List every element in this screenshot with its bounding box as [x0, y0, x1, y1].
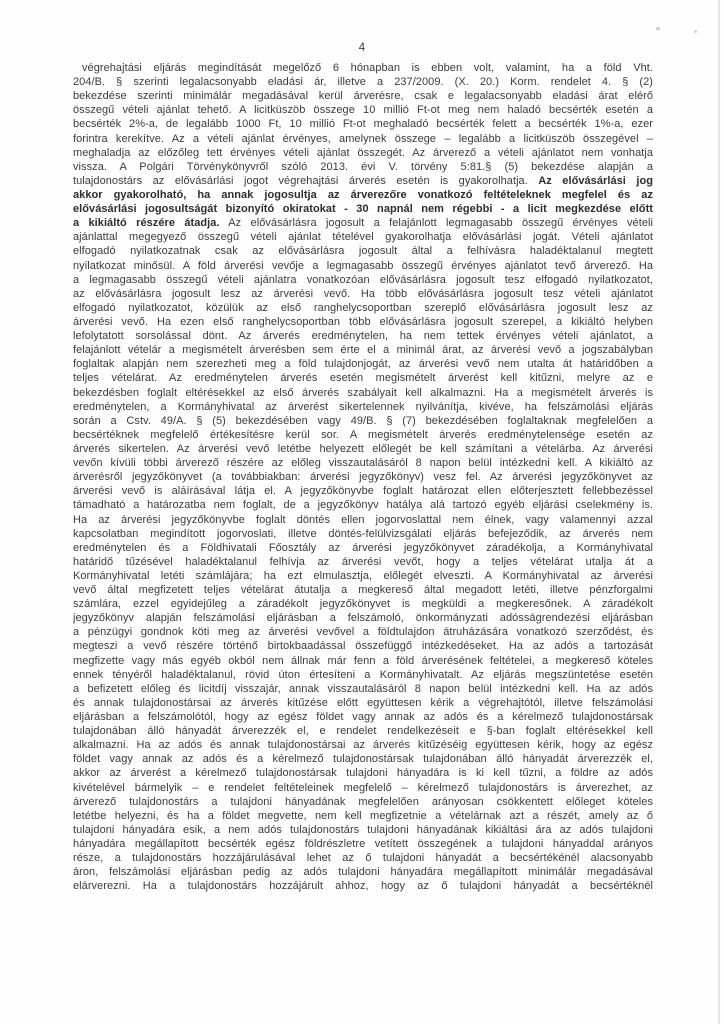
text-line: Kormányhivatal letéti számlájára; ha ezt elmulasztja, előlegét elveszti. A Kormányhivatal az árverési: [73, 569, 653, 582]
text-line: a pénzügyi gondnok köti meg az árverési vevővel a földtulajdon átruházására vonatkozó szerződést, és: [73, 626, 653, 639]
text-line: lefolytatott sorsolással dönt. Az árverés eredménytelen, ha nem tettek érvényes vételi ajánlatot, a: [73, 330, 653, 343]
text-line: a befizetett előleg és licitdíj visszajár, annak visszautalásáról 8 napon belül intézkedni kell. Ha az adós: [73, 682, 653, 695]
text-line: becsértéknek megfelelő értékesítésre kerül sor. A megismételt árverés eredménytelensége esetén az: [73, 428, 653, 441]
text-line: elfogadó nyilatkozatnak csak az elővásárlásra jogosult által a felhívásra haladéktalanul megtett: [73, 245, 653, 258]
text-line: teljes vételárat. Az eredménytelen árverés esetén megismételt árverést kell kitűzni, melyre az e: [73, 372, 653, 385]
text-line: árverési vevő is aláírásával látja el. A jegyzőkönyvbe foglalt határozat ellen előterjesztett fellebbezéssel: [73, 485, 653, 498]
text-line: vevő által megfizetett teljes vételárat átutalja a megkereső által megadott letéti, illetve pénzforgalmi: [73, 584, 653, 597]
text-line: határidő tűzésével haladéktalanul felhívja az árverési vevőt, hogy a teljes vételárat utalja át a: [73, 555, 653, 568]
text-line: árverező tulajdonostárs a tulajdoni hányadának megfelelően arányosan csökkentett előleget köteles: [73, 795, 653, 808]
text-line: eljárásban a felszámolótól, hogy az egész földet vagy annak az adós és a kérelmező tulajdonostársak: [73, 711, 653, 724]
text-line: végrehajtási eljárás megindítását megelőző 6 hónapban is ebben volt, valamint, ha a föld Vht.: [82, 62, 653, 74]
text-line: letétbe helyezni, és ha a földet megvette, nem kell megfizetnie a vételárnak azt a részét, amely az ő: [73, 809, 653, 822]
text-line: akkor az árverést a kérelmező tulajdonostársak tulajdoni hányadára is ki kell tűzni, a földre az adós: [73, 767, 653, 780]
text-line: számlára, ezzel egyidejűleg a záradékolt jegyzőkönyvet is megküldi a megkeresőnek. A záradékolt: [73, 598, 653, 611]
text-line: elárverezni. Ha a tulajdonostárs hozzájárult ahhoz, hogy az ő tulajdoni hányadát a becsértéknél: [73, 880, 653, 893]
text-line: hányadára megállapított becsérték egész földrészletre vetített összegének a tulajdoni hányaddal arányos: [73, 838, 653, 851]
text-line: foglaltak alapján nem szerezheti meg a föld tulajdonjogát, az árverési vevő nem utalta át határidőben a: [73, 358, 653, 371]
text-line: megfizette vagy más egyéb okból nem állnak már fenn a föld árverésének feltételei, a megkereső köteles: [73, 654, 653, 667]
text-line: megteszi a vevő részére történő birtokbaadással összefüggő intézkedéseket. Ha az adós a tartozását: [73, 640, 653, 653]
text-line: tulajdonostárs az elővásárlási jogot végrehajtási árverés esetén is gyakorolhatja. Az elővásárlási jog: [73, 174, 653, 187]
scan-speck: [694, 30, 697, 33]
text-line: felajánlott vételár a megismételt árverésben sem érte el a minimál árat, az árverési vevő a jogszabályban: [73, 344, 653, 357]
text-line: 204/B. § szerinti legalacsonyabb eladási ár, illetve a 237/2009. (X. 20.) Korm. rendelet 4. § (2): [73, 76, 653, 89]
text-line: az elővásárlásra jogosult lesz az árverési vevő. Ha több elővásárlásra jogosult tesz vételi ajánlatot: [73, 287, 653, 300]
text-line: kapcsolatban megindított jogorvoslati, illetve döntés-felülvizsgálati eljárás befejeződik, az árverés nem: [73, 527, 653, 540]
text-line: nyilatkozat minősül. A föld árverési vevője a legmagasabb összegű érvényes ajánlatot tevő árverező. Ha: [73, 259, 653, 272]
text-line: árverésről jegyzőkönyvet (a továbbiakban: árverési jegyzőkönyv) vesz fel. Az árverési jegyzőkönyvet az: [73, 471, 653, 484]
text-line: során a Cstv. 49/A. § (5) bekezdésében vagy 49/B. § (7) bekezdésében foglaltaknak megfelelően a: [73, 414, 653, 427]
text-line: bekezdése szerinti minimálár megadásával kerül árverésre, csak e legalacsonyabb eladási árat elérő: [73, 90, 653, 103]
text-line: vevőn kívüli többi árverező részére az előleg visszautalásáról 8 napon belül intézkedni kell. A kikiáltó az: [73, 457, 653, 470]
text-line: ajánlattal megegyező összegű vételi ajánlat tételével gyakorolhatja elővásárlási jogát. Vételi ajánlatot: [73, 231, 653, 244]
text-line: Ha az árverési jegyzőkönyvbe foglalt döntés ellen jogorvoslattal nem élnek, vagy valamennyi azzal: [73, 513, 653, 526]
text-line: bekezdésben foglalt eltérésekkel az első árverés szabályait kell alkalmazni. Ha a megismételt árverés is: [73, 386, 653, 399]
text-line: összegű vételi ajánlat tehető. A licitküszöb összege 10 millió Ft-ot meg nem haladó becsérték esetén a: [73, 104, 653, 117]
text-line: eredménytelen, a Kormányhivatal az árverést sikertelennek nyilvánítja, kivéve, ha felszámolási eljárás: [73, 400, 653, 413]
text-line: elfogadó nyilatkozatot, közülük az első ranghelycsoportban szereplő elővásárlásra jogosult lesz az: [73, 301, 653, 314]
text-line: áron, felszámolási eljárásban pedig az adós tulajdoni hányadára megállapított minimálár megadásával: [73, 866, 653, 879]
text-line: vissza. A Polgári Törvénykönyvről szóló 2013. évi V. törvény 5:81.§ (5) bekezdése alapján a: [73, 160, 653, 173]
text-line: akkor gyakorolható, ha annak jogosultja az árverezőre vonatkozó feltételeknek megfelel és az: [73, 188, 653, 201]
text-line: jegyzőkönyv alapján felszámolási eljárásban a felszámoló, önkormányzati adósságrendezési eljárásban: [73, 612, 653, 625]
text-line: tulajdoni hányadára esik, a nem adós tulajdonostárs tulajdoni hányadának kikiáltási ára az adós tulajdoni: [73, 823, 653, 836]
text-line: része, a tulajdonostárs hozzájárulásával lehet az ő tulajdoni hányadát a becsértékénél alacsonyabb: [73, 852, 653, 865]
text-line: elővásárlási jogosultságát bizonyító okiratokat - 30 napnál nem régebbi - a licit megkezdése előtt: [73, 203, 653, 216]
text-line: és annak tulajdonostársai az árverés kitűzése előtt együttesen kérik a végrehajtótól, illetve felszámolási: [73, 696, 653, 709]
text-line: eredménytelen és a Földhivatali Főosztály az árverési jegyzőkönyvet záradékolja, a Kormányhivatal: [73, 541, 653, 554]
text-line: a kikiáltó részére átadja. Az elővásárlásra jogosult a felajánlott legmagasabb összegű érvényes vételi: [73, 217, 653, 230]
scan-edge-line: [718, 0, 720, 1024]
text-line: földet vagy annak az adós és a kérelmező tulajdonostársak tulajdonában álló hányadát árverezzék el,: [73, 753, 653, 766]
text-line: forintra kerekítve. Az a vételi ajánlat érvényes, amelynek összege – legalább a licitküszöb összegével –: [73, 132, 653, 145]
text-line: alkalmazni. Ha az adós és annak tulajdonostársai az árverés kitűzéséig együttesen kérik, hogy az egész: [73, 739, 653, 752]
body-text: [73, 61, 653, 893]
text-line: árverési vevő. Ha ezen első ranghelycsoportban több elővásárlásra jogosult szerepel, a kikiáltó helyben: [73, 315, 653, 328]
text-line: tulajdonában álló hányadát árverezzék el, e rendelet rendelkezéseit e §-ban foglalt eltérésekkel kell: [73, 725, 653, 738]
text-line: meghaladja az előzőleg tett érvényes vételi ajánlat összegét. Az árverező a vételi ajánlatot nem vonhatja: [73, 146, 653, 159]
text-line: árverés sikertelen. Az árverési vevő letétbe helyezett előlegét be kell számítani a vételárba. Az árverési: [73, 442, 653, 455]
scan-speck: [656, 27, 660, 30]
text-line: támadható a határozatba nem foglalt, de a jegyzőkönyv hatálya alá tartozó egyéb eljárási cselekmény is.: [73, 499, 653, 512]
text-line: becsérték 2%-a, de legalább 1000 Ft, 10 millió Ft-ot meghaladó becsérték felett a becsérték 1%-a, ezer: [73, 118, 653, 131]
text-line: ennek tényéről haladéktalanul, rövid úton értesíteni a Kormányhivatalt. Az eljárás megszüntetése esetén: [73, 668, 653, 681]
page-number: 4: [358, 42, 366, 54]
text-line: kivételével bármelyik – e rendelet feltételeinek megfelelő – kérelmező tulajdonostárs is árverezhet, az: [73, 781, 653, 794]
text-line: a legmagasabb összegű vételi ajánlatra vonatkozóan elővásárlásra jogosult tesz elfogadó nyilatkozatot,: [73, 273, 653, 286]
